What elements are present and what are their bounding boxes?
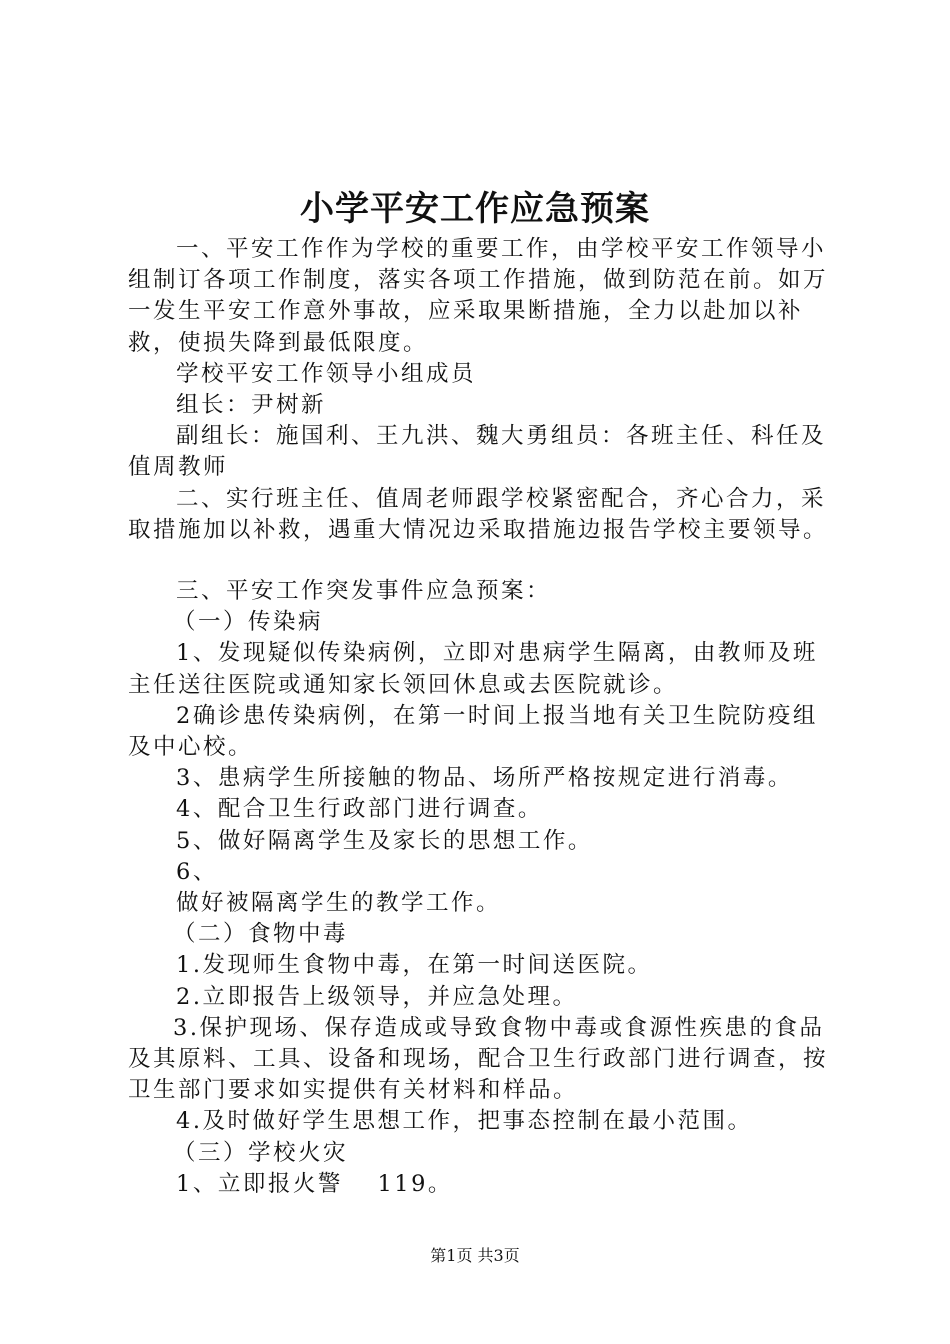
document-title: 小学平安工作应急预案 — [300, 189, 650, 229]
paragraph-spacer — [128, 546, 840, 576]
list-item: 1、发现疑似传染病例，立即对患病学生隔离，由教师及班主任送往医院或通知家长领回休息或去医院就诊。 — [128, 640, 818, 698]
paragraph-group-leader: 组长：尹树新 — [176, 392, 327, 419]
paragraph-section-1: 一、平安工作作为学校的重要工作，由学校平安工作领导小组制订各项工作制度，落实各项工作措施，做到防范在前。如万一发生平安工作意外事故，应采取果断措施，全力以赴加以补救，使损失降到最低限度。 — [128, 236, 829, 356]
subheading-infectious-disease: （一）传染病 — [173, 609, 324, 636]
list-item: 4、配合卫生行政部门进行调查。 — [176, 796, 543, 823]
list-item: 2确诊患传染病例，在第一时间上报当地有关卫生院防疫组及中心校。 — [128, 702, 818, 761]
list-item: 做好被隔离学生的教学工作。 — [176, 890, 502, 917]
subheading-food-poisoning: （二）食物中毒 — [173, 921, 349, 948]
paragraph-group-members: 副组长：施国利、王九洪、魏大勇组员：各班主任、科任及值周教师 — [128, 423, 827, 481]
subheading-school-fire: （三）学校火灾 — [173, 1139, 349, 1166]
list-item: 1、立即报火警 119。 — [176, 1170, 453, 1197]
paragraph-group-heading: 学校平安工作领导小组成员 — [176, 360, 477, 387]
list-item: 3.保护现场、保存造成或导致食物中毒或食源性疾患的食品及其原料、工具、设备和现场，配合卫生行政部门进行调查，按卫生部门要求如实提供有关材料和样品。 — [128, 1014, 829, 1104]
page-number-footer: 第1页 共3页 — [430, 1246, 520, 1265]
paragraph-section-2: 二、实行班主任、值周老师跟学校紧密配合，齐心合力，采取措施加以补救，遇重大情况边采取措施边报告学校主要领导。 — [128, 485, 829, 543]
list-item: 3、患病学生所接触的物品、场所严格按规定进行消毒。 — [176, 765, 793, 792]
list-item: 2.立即报告上级领导，并应急处理。 — [176, 983, 578, 1010]
document-body — [128, 234, 840, 1200]
list-item: 4.及时做好学生思想工作，把事态控制在最小范围。 — [176, 1108, 753, 1135]
paragraph-section-3: 三、平安工作突发事件应急预案： — [176, 578, 552, 605]
list-item: 6、 — [176, 858, 218, 885]
list-item: 5、做好隔离学生及家长的思想工作。 — [176, 827, 593, 854]
list-item: 1.发现师生食物中毒，在第一时间送医院。 — [176, 952, 653, 979]
